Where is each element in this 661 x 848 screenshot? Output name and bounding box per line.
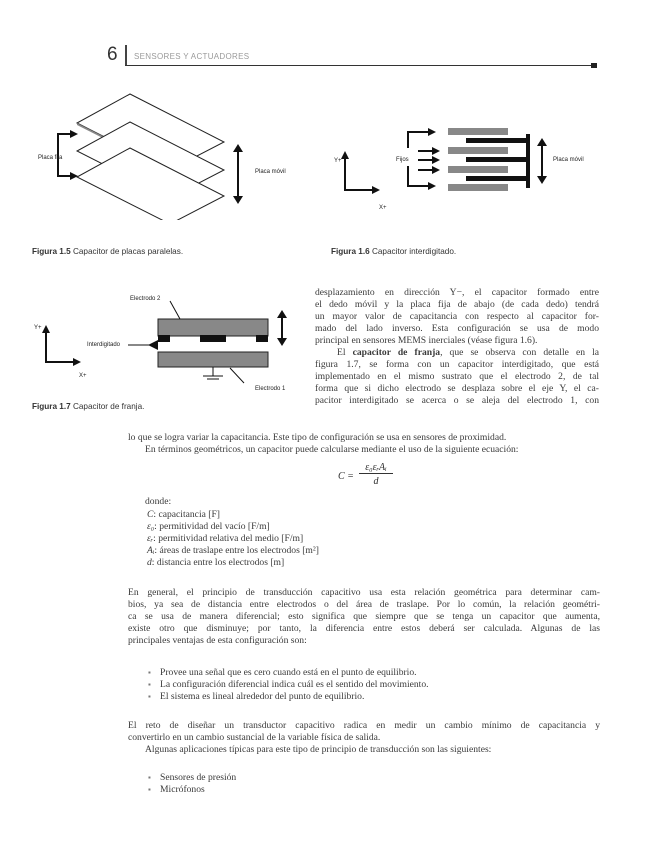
page-number: 6 bbox=[107, 44, 118, 65]
list-item: ▪ El sistema es lineal alrededor del punto de equilibrio. bbox=[146, 691, 429, 703]
list-item: ▪ Provee una señal que es cero cuando está en el punto de equilibrio. bbox=[146, 667, 429, 679]
header-marker bbox=[591, 63, 597, 68]
text-line: desplazamiento en dirección Y−, el capacitor formado entre bbox=[315, 287, 599, 298]
fig17-axis-x-label: X+ bbox=[79, 373, 87, 379]
text-line: principales ventajas de esta configuración son: bbox=[128, 635, 307, 646]
formula-lhs: C = bbox=[338, 471, 354, 482]
text-line: principal en sensores MEMS inerciales (véase figura 1.6). bbox=[315, 335, 538, 346]
text-line: forma que si dicho electrodo se desplaza sobre el eje Y, el ca- bbox=[315, 383, 599, 394]
paragraph-challenge bbox=[128, 720, 600, 756]
list-item: ▪ La configuración diferencial indica cuál es el sentido del movimiento. bbox=[146, 679, 429, 691]
figure-1-7-diagram bbox=[30, 292, 300, 397]
fig16-axis-x-label: X+ bbox=[379, 205, 387, 211]
fixed-plate-label: Placa fija bbox=[38, 155, 63, 161]
text-line: lo que se logra variar la capacitancia. Este tipo de configuración se usa en sensores de proximidad. bbox=[128, 432, 507, 443]
text-line: Algunas aplicaciones típicas para este tipo de principio de transducción son las siguientes: bbox=[145, 744, 492, 755]
figure-1-7-caption: Figura 1.7 Capacitor de franja. bbox=[32, 402, 145, 411]
text-line: el dedo móvil y la placa fija de abajo (de cada dedo) tendrá bbox=[315, 299, 599, 310]
figure-1-6-diagram bbox=[330, 118, 600, 218]
fixed-fingers-label: Fijos bbox=[396, 157, 409, 163]
body-continuation bbox=[128, 432, 600, 456]
text-line: En términos geométricos, un capacitor puede calcularse mediante el uso de la siguiente ecuación: bbox=[145, 444, 519, 455]
header-rule bbox=[125, 65, 595, 66]
fig17-axis-y-label: Y+ bbox=[34, 325, 42, 331]
text-line: pacitor interdigitado se acerca o se aleja del electrodo 1, con bbox=[315, 395, 599, 406]
capacitance-formula bbox=[338, 462, 408, 490]
list-item: ▪ Sensores de presión bbox=[146, 772, 236, 784]
text-line: El reto de diseñar un transductor capacitivo radica en medir un cambio mínimo de capacitancia y bbox=[128, 720, 600, 731]
running-title: SENSORES Y ACTUADORES bbox=[134, 52, 250, 61]
fig16-axis-y-label: Y+ bbox=[334, 158, 342, 164]
text-line: mado del lado inverso. Esta configuración se usa de modo bbox=[315, 323, 599, 334]
mobile-plate-label: Placa móvil bbox=[255, 169, 286, 175]
applications-list bbox=[146, 772, 236, 796]
text-line: bios, ya sea de distancia entre electrodos o del área de traslape. Por lo común, la relación geométri- bbox=[128, 599, 600, 610]
text-line: convertirlo en un cambio sustancial de la variable física de salida. bbox=[128, 732, 381, 743]
electrode-2-label: Electrodo 2 bbox=[130, 296, 161, 302]
text-line: implementado en el mismo sustrato que el electrodo 2, de tal bbox=[315, 371, 599, 382]
text-line: En general, el principio de transducción capacitivo usa esta relación geométrica para determinar cam- bbox=[128, 587, 600, 598]
figure-1-6-caption: Figura 1.6 Capacitor interdigitado. bbox=[331, 247, 457, 256]
mobile-comb-label: Placa móvil bbox=[553, 157, 584, 163]
formula-numerator: ε₀εᵣAᵢ bbox=[359, 462, 393, 474]
text-line: figura 1.7, se forma con un capacitor interdigitado, que está bbox=[315, 359, 599, 370]
text-line: existe otro que disminuye; por tanto, la diferencia entre estos deberá ser calculada. Algunas de las bbox=[128, 623, 600, 634]
definition-row: Aᵢ: áreas de traslape entre los electrodos [m²] bbox=[147, 545, 319, 556]
definition-row: d: distancia entre los electrodos [m] bbox=[147, 557, 285, 568]
electrode-1-label: Electrodo 1 bbox=[255, 386, 286, 392]
symbol-definitions bbox=[147, 509, 447, 569]
definition-row: C: capacitancia [F] bbox=[147, 509, 220, 520]
text-line: un mayor valor de capacitancia con respecto al capacitor for- bbox=[315, 311, 599, 322]
formula-denominator: d bbox=[373, 476, 379, 487]
definition-row: εᵣ: permitividad relativa del medio [F/m] bbox=[147, 533, 304, 544]
header-divider bbox=[125, 45, 127, 65]
text-line: ca se usa de manera diferencial; esto significa que siempre que se tenga un capacitor que aumenta, bbox=[128, 611, 600, 622]
figure-1-5-caption: Figura 1.5 Capacitor de placas paralelas. bbox=[32, 247, 184, 256]
interdigitated-label: Interdigitado bbox=[87, 342, 121, 348]
definition-row: ε₀: permitividad del vacío [F/m] bbox=[147, 521, 270, 532]
right-column-text bbox=[315, 287, 599, 407]
list-item: ▪ Micrófonos bbox=[146, 784, 236, 796]
term-fringe-capacitor: capacitor de franja bbox=[352, 347, 441, 358]
advantages-list bbox=[146, 667, 429, 703]
text-line: El capacitor de franja, que se observa con detalle en la bbox=[337, 347, 599, 358]
where-label: donde: bbox=[145, 496, 172, 507]
paragraph-general bbox=[128, 587, 600, 647]
